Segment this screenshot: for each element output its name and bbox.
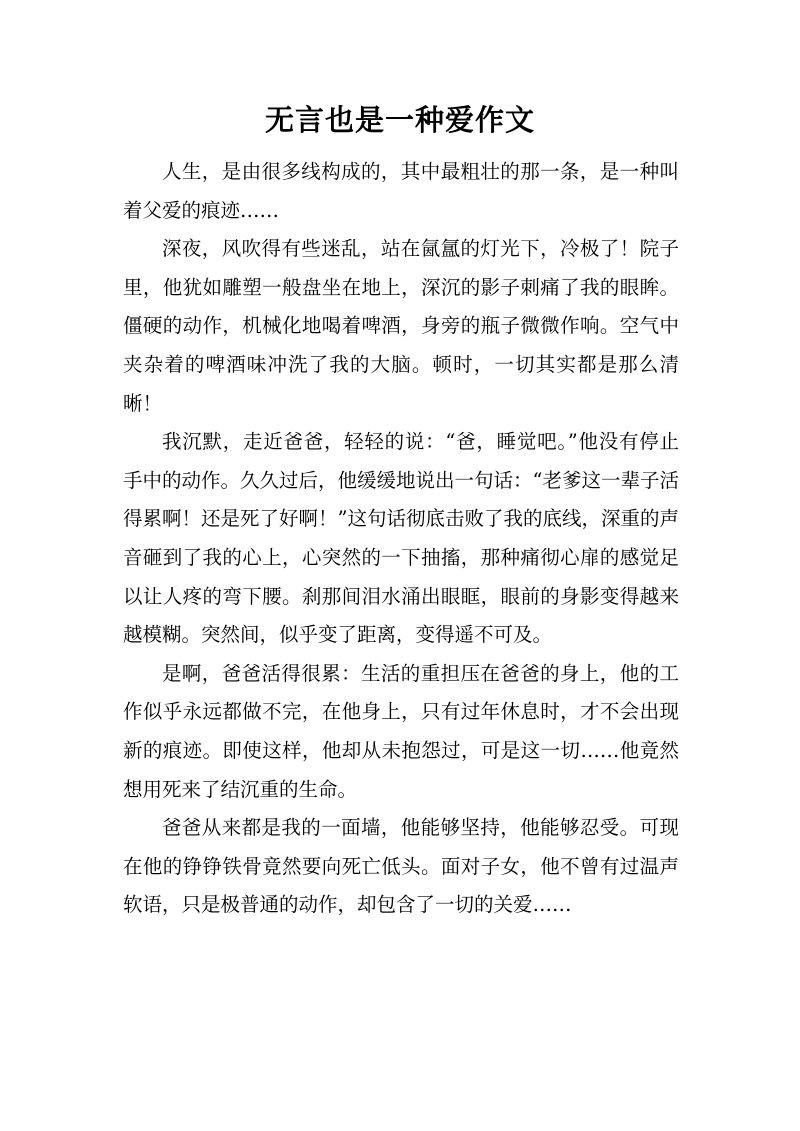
- document-body: [123, 153, 679, 925]
- document-title: 无言也是一种爱作文: [264, 103, 535, 137]
- paragraph-4: 是啊，爸爸活得很累：生活的重担压在爸爸的身上，他的工作似乎永远都做不完，在他身上，只有过年休息时，才不会出现新的痕迹。即使这样，他却从未抱怨过，可是这一切……他竟然想用死来了结沉重的生命。: [123, 661, 679, 801]
- paragraph-1: 人生，是由很多线构成的，其中最粗壮的那一条，是一种叫着父爱的痕迹……: [123, 160, 679, 222]
- paragraph-3: 我沉默，走近爸爸，轻轻的说：“爸，睡觉吧。”他没有停止手中的动作。久久过后，他缓缓地说出一句话：“老爹这一辈子活得累啊！还是死了好啊！”这句话彻底击败了我的底线，深重的声音砸到了我的心上，心突然的一下抽搐，那种痛彻心扉的感觉足以让人疼的弯下腰。刹那间泪水涌出眼眶，眼前的身影变得越来越模糊。突然间，似乎变了距离，变得遥不可及。: [123, 430, 679, 647]
- paragraph-5: 爸爸从来都是我的一面墙，他能够坚持，他能够忍受。可现在他的铮铮铁骨竟然要向死亡低头。面对子女，他不曾有过温声软语，只是极普通的动作，却包含了一切的关爱……: [123, 816, 679, 917]
- paragraph-2: 深夜，风吹得有些迷乱，站在氤氲的灯光下，冷极了！院子里，他犹如雕塑一般盘坐在地上，深沉的影子刺痛了我的眼眸。僵硬的动作，机械化地喝着啤酒，身旁的瓶子微微作响。空气中夹杂着的啤酒味冲洗了我的大脑。顿时，一切其实都是那么清晰！: [123, 237, 679, 415]
